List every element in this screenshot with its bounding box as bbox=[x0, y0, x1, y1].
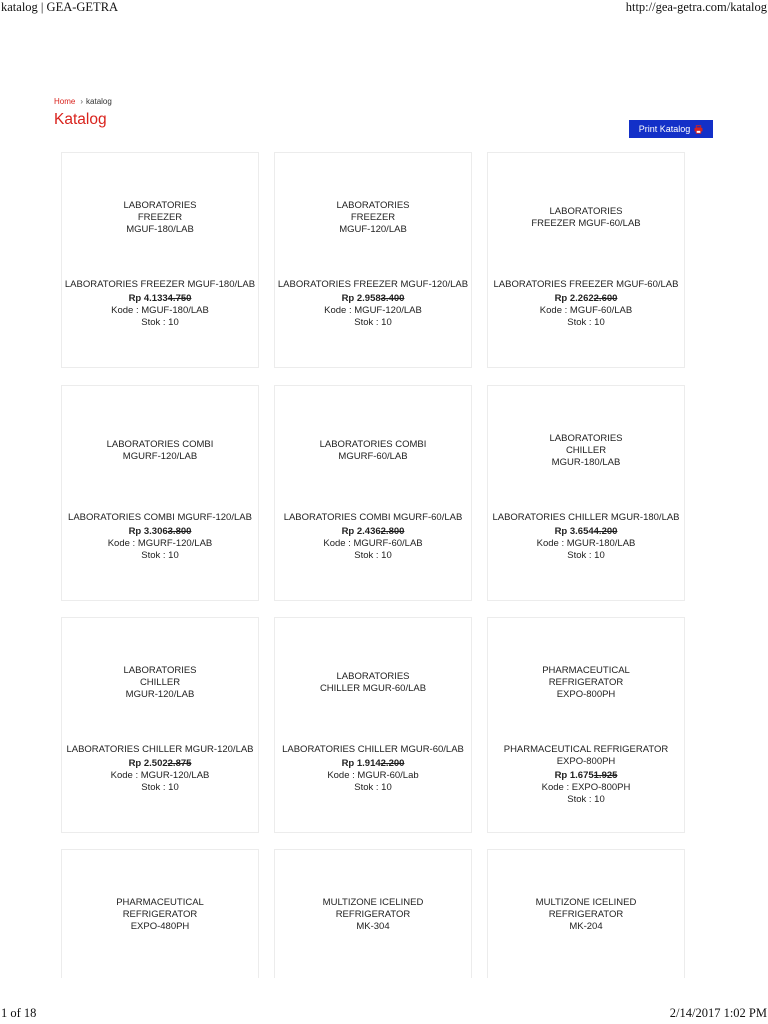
product-price-discounted: Rp 2.958 bbox=[341, 293, 381, 304]
product-price-original: 3.400 bbox=[380, 293, 405, 304]
product-image-alt-line: MULTIZONE ICELINED bbox=[322, 897, 424, 908]
product-image-alt-text[interactable] bbox=[283, 153, 463, 283]
product-price-discounted: Rp 1.675 bbox=[554, 770, 594, 781]
product-image-alt-line: LABORATORIES bbox=[123, 200, 197, 211]
product-info bbox=[490, 512, 682, 562]
product-image-alt-line: REFRIGERATOR bbox=[548, 909, 624, 920]
product-stock: Stok : 10 bbox=[141, 317, 179, 328]
product-name-link[interactable]: PHARMACEUTICAL REFRIGERATOR EXPO-800PH bbox=[503, 744, 669, 767]
product-name-link[interactable]: LABORATORIES CHILLER MGUR-120/LAB bbox=[66, 744, 254, 755]
product-info bbox=[490, 744, 682, 806]
product-image-alt-text[interactable] bbox=[496, 153, 676, 283]
product-image-alt-text[interactable] bbox=[496, 618, 676, 748]
breadcrumb bbox=[54, 97, 112, 106]
product-image-alt-text[interactable] bbox=[283, 850, 463, 978]
product-stock: Stok : 10 bbox=[141, 550, 179, 561]
product-card[interactable] bbox=[487, 385, 685, 601]
product-card[interactable] bbox=[487, 152, 685, 368]
product-image-alt-line: REFRIGERATOR bbox=[335, 909, 411, 920]
product-card[interactable] bbox=[274, 152, 472, 368]
product-card[interactable] bbox=[61, 385, 259, 601]
product-price-original: 2.875 bbox=[167, 758, 192, 769]
product-code: Kode : EXPO-800PH bbox=[541, 782, 631, 793]
product-name-link[interactable]: LABORATORIES FREEZER MGUF-180/LAB bbox=[64, 279, 256, 290]
print-katalog-label: Print Katalog bbox=[638, 124, 691, 134]
product-card[interactable] bbox=[274, 849, 472, 978]
product-info bbox=[64, 279, 256, 329]
product-card[interactable] bbox=[487, 849, 685, 978]
product-name-link[interactable]: LABORATORIES FREEZER MGUF-120/LAB bbox=[277, 279, 469, 290]
product-name-link[interactable]: LABORATORIES FREEZER MGUF-60/LAB bbox=[493, 279, 679, 290]
page-counter: 1 of 18 bbox=[1, 1006, 37, 1020]
product-stock: Stok : 10 bbox=[567, 794, 605, 805]
product-price bbox=[277, 293, 469, 305]
print-katalog-button[interactable] bbox=[629, 120, 713, 138]
product-price bbox=[490, 770, 682, 782]
product-image-alt-line: LABORATORIES bbox=[123, 665, 197, 676]
product-image-alt-line: MGUR-180/LAB bbox=[551, 457, 621, 468]
printer-icon bbox=[694, 125, 703, 134]
product-card[interactable] bbox=[274, 385, 472, 601]
product-image-alt-line: MGURF-120/LAB bbox=[122, 451, 198, 462]
print-header-url: http://gea-getra.com/katalog bbox=[625, 0, 767, 14]
product-image-alt-text[interactable] bbox=[70, 386, 250, 516]
product-image-alt-line: LABORATORIES bbox=[336, 671, 410, 682]
print-timestamp: 2/14/2017 1:02 PM bbox=[669, 1006, 767, 1020]
page-title: Katalog bbox=[54, 111, 107, 128]
product-card[interactable] bbox=[61, 617, 259, 833]
product-price-original: 3.800 bbox=[167, 526, 192, 537]
product-image-alt-line: LABORATORIES COMBI bbox=[319, 439, 427, 450]
print-header bbox=[0, 0, 768, 16]
product-price-original: 1.925 bbox=[593, 770, 618, 781]
product-name-link[interactable]: LABORATORIES COMBI MGURF-120/LAB bbox=[68, 512, 252, 523]
product-image-alt-text[interactable] bbox=[283, 618, 463, 748]
product-image-alt-line: PHARMACEUTICAL bbox=[116, 897, 204, 908]
product-price bbox=[277, 526, 469, 538]
product-image-alt-text[interactable] bbox=[496, 850, 676, 978]
print-footer bbox=[0, 1006, 768, 1024]
product-price-discounted: Rp 4.133 bbox=[128, 293, 168, 304]
product-image-alt-line: MK-304 bbox=[356, 921, 390, 932]
product-image-alt-line: FREEZER bbox=[137, 212, 183, 223]
product-code: Kode : MGUR-60/Lab bbox=[327, 770, 419, 781]
product-image-alt-line: LABORATORIES bbox=[549, 433, 623, 444]
product-code: Kode : MGUR-120/LAB bbox=[110, 770, 210, 781]
product-image-alt-line: MGUF-120/LAB bbox=[339, 224, 407, 235]
product-code: Kode : MGUF-60/LAB bbox=[539, 305, 633, 316]
product-price-original: 4.750 bbox=[167, 293, 192, 304]
product-code: Kode : MGUR-180/LAB bbox=[536, 538, 636, 549]
product-image-alt-line: MGURF-60/LAB bbox=[338, 451, 408, 462]
product-info bbox=[64, 744, 256, 794]
product-image-alt-line: CHILLER bbox=[139, 677, 181, 688]
product-image-alt-line: LABORATORIES bbox=[336, 200, 410, 211]
product-price-original: 4.200 bbox=[593, 526, 618, 537]
product-image-alt-line: EXPO-800PH bbox=[556, 689, 616, 700]
product-image-alt-line: MK-204 bbox=[569, 921, 603, 932]
product-image-alt-line: FREEZER bbox=[350, 212, 396, 223]
product-price-discounted: Rp 1.914 bbox=[341, 758, 381, 769]
product-price-discounted: Rp 2.262 bbox=[554, 293, 594, 304]
product-price bbox=[490, 293, 682, 305]
product-name-link[interactable]: LABORATORIES CHILLER MGUR-60/LAB bbox=[282, 744, 464, 755]
product-image-alt-line: CHILLER bbox=[565, 445, 607, 456]
product-image-alt-line: MULTIZONE ICELINED bbox=[535, 897, 637, 908]
product-price bbox=[64, 293, 256, 305]
product-price bbox=[64, 758, 256, 770]
product-image-alt-text[interactable] bbox=[283, 386, 463, 516]
product-image-alt-text[interactable] bbox=[496, 386, 676, 516]
product-image-alt-line: MGUR-120/LAB bbox=[125, 689, 195, 700]
breadcrumb-current: katalog bbox=[86, 97, 112, 106]
product-image-alt-text[interactable] bbox=[70, 153, 250, 283]
chevron-right-icon: › bbox=[80, 97, 84, 106]
product-info bbox=[277, 279, 469, 329]
product-image-alt-line: REFRIGERATOR bbox=[122, 909, 198, 920]
product-card[interactable] bbox=[61, 152, 259, 368]
product-image-alt-line: LABORATORIES bbox=[549, 206, 623, 217]
product-card[interactable] bbox=[61, 849, 259, 978]
product-stock: Stok : 10 bbox=[141, 782, 179, 793]
product-card[interactable] bbox=[487, 617, 685, 833]
product-price-discounted: Rp 3.306 bbox=[128, 526, 168, 537]
product-price-discounted: Rp 2.436 bbox=[341, 526, 381, 537]
product-stock: Stok : 10 bbox=[354, 782, 392, 793]
product-image-alt-line: CHILLER MGUR-60/LAB bbox=[319, 683, 427, 694]
product-info bbox=[277, 744, 469, 794]
product-image-alt-line: MGUF-180/LAB bbox=[126, 224, 194, 235]
product-image-alt-line: REFRIGERATOR bbox=[548, 677, 624, 688]
product-image-alt-text[interactable] bbox=[70, 850, 250, 978]
product-price bbox=[490, 526, 682, 538]
product-stock: Stok : 10 bbox=[567, 550, 605, 561]
product-image-alt-line: LABORATORIES COMBI bbox=[106, 439, 214, 450]
product-code: Kode : MGUF-120/LAB bbox=[324, 305, 422, 316]
product-price-original: 2.200 bbox=[380, 758, 405, 769]
product-image-alt-text[interactable] bbox=[70, 618, 250, 748]
product-image-alt-line: PHARMACEUTICAL bbox=[542, 665, 630, 676]
product-price-original: 2.600 bbox=[593, 293, 618, 304]
product-grid bbox=[61, 152, 687, 978]
product-price-discounted: Rp 2.502 bbox=[128, 758, 168, 769]
product-code: Kode : MGURF-120/LAB bbox=[107, 538, 213, 549]
product-price bbox=[64, 526, 256, 538]
product-price-discounted: Rp 3.654 bbox=[554, 526, 594, 537]
print-header-title: katalog | GEA-GETRA bbox=[1, 0, 119, 14]
product-stock: Stok : 10 bbox=[567, 317, 605, 328]
product-info bbox=[277, 512, 469, 562]
product-image-alt-line: FREEZER MGUF-60/LAB bbox=[531, 218, 641, 229]
product-name-link[interactable]: LABORATORIES CHILLER MGUR-180/LAB bbox=[492, 512, 680, 523]
product-info bbox=[64, 512, 256, 562]
product-price-original: 2.800 bbox=[380, 526, 405, 537]
product-stock: Stok : 10 bbox=[354, 317, 392, 328]
product-info bbox=[490, 279, 682, 329]
product-code: Kode : MGUF-180/LAB bbox=[111, 305, 209, 316]
breadcrumb-home-link[interactable]: Home bbox=[54, 97, 76, 106]
product-code: Kode : MGURF-60/LAB bbox=[323, 538, 423, 549]
product-name-link[interactable]: LABORATORIES COMBI MGURF-60/LAB bbox=[283, 512, 463, 523]
product-image-alt-line: EXPO-480PH bbox=[130, 921, 190, 932]
product-price bbox=[277, 758, 469, 770]
product-stock: Stok : 10 bbox=[354, 550, 392, 561]
product-card[interactable] bbox=[274, 617, 472, 833]
